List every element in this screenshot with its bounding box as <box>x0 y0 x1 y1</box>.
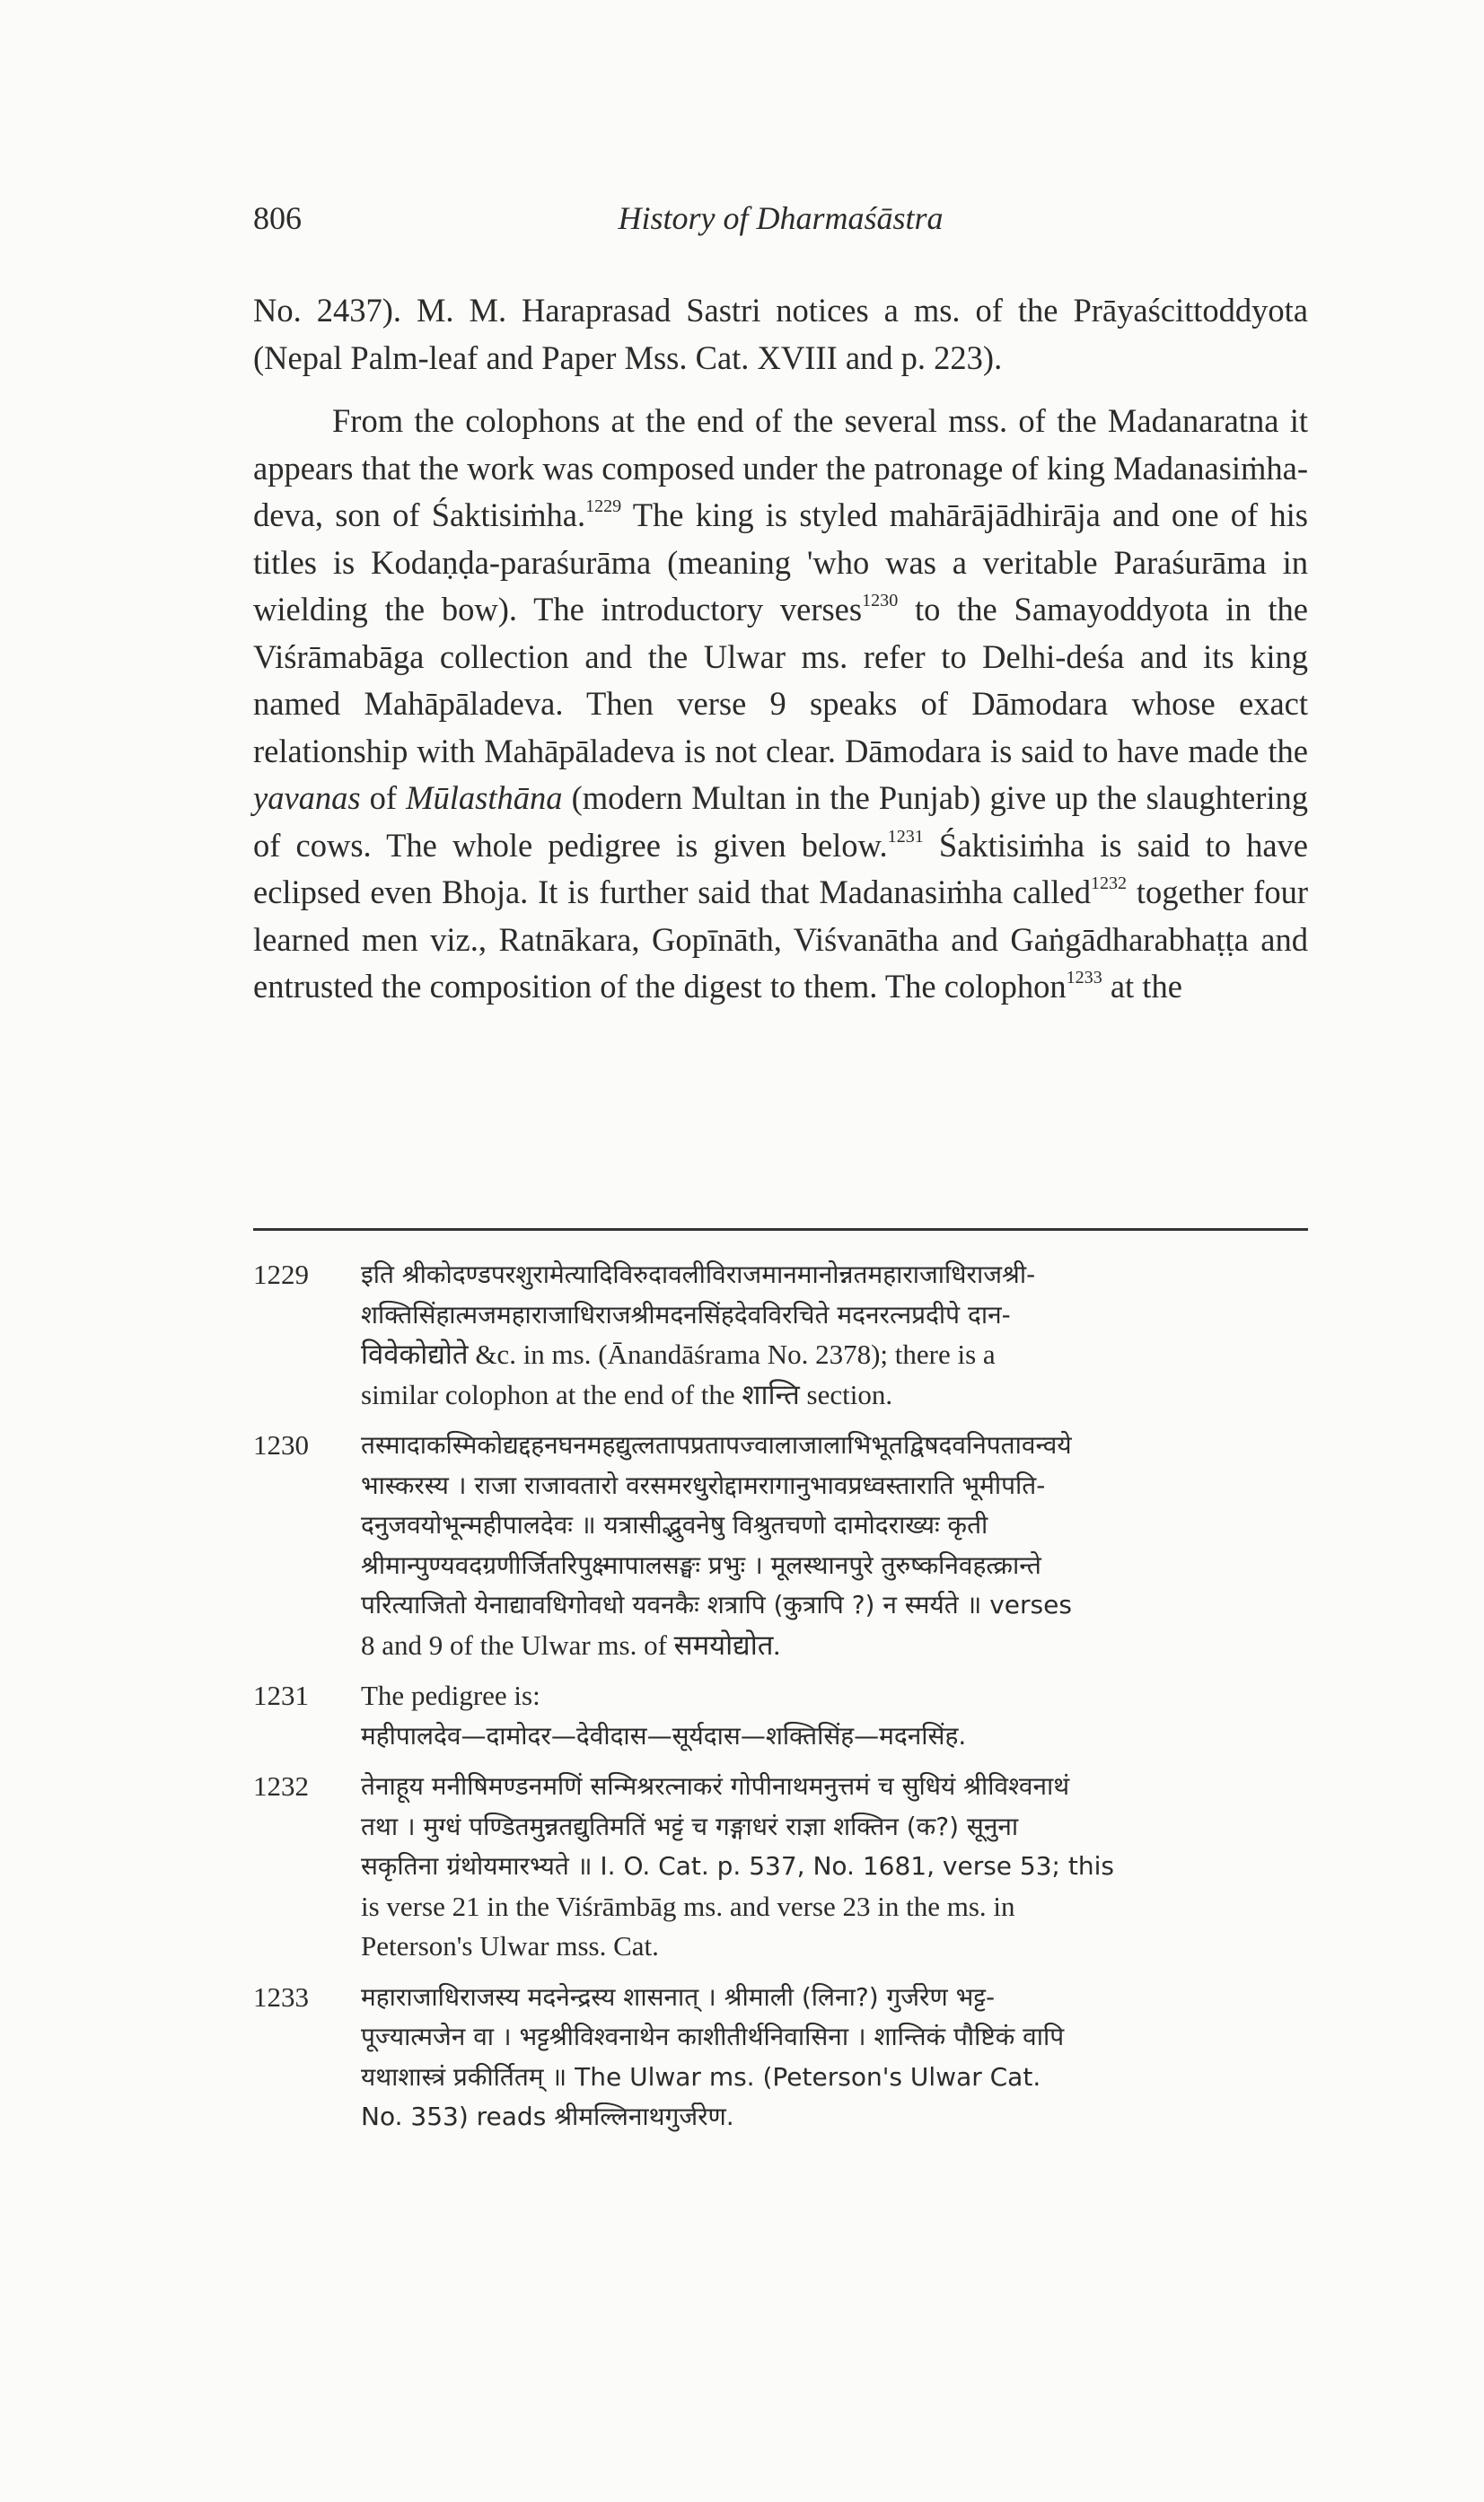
footnote-line: दनुजवयोभून्महीपालदेवः ॥ यत्रासीद्भुवनेषु विश्रुतचणो दामोदराख्यः कृती <box>361 1510 988 1540</box>
footnote-line: similar colophon at the end of the शान्ति section. <box>361 1378 893 1410</box>
footnote-text <box>361 1978 1308 2138</box>
italic-term: yavanas <box>253 779 361 816</box>
footnote-text <box>361 1767 1308 1967</box>
footnote-1231 <box>253 1676 1308 1756</box>
text-run: at the <box>1102 968 1182 1005</box>
footnote-line: 8 and 9 of the Ulwar ms. of समयोद्योत. <box>361 1628 781 1661</box>
footnotes <box>253 1255 1308 2148</box>
footnote-text <box>361 1426 1308 1665</box>
italic-term: Mūlasthāna <box>406 779 563 816</box>
footnote-1230 <box>253 1426 1308 1665</box>
footnote-number: 1233 <box>253 1980 309 2013</box>
text-run: to the Samayoddyota in the Viśrāmabāga collection and the Ulwar ms. refer to Delhi-deśa and its king named Mahāpāladeva. Then verse 9 speaks of Dāmodara whose exact relationship with Mahāpāladeva is not clear. Dāmodara is said to have made the <box>253 591 1308 769</box>
footnote-1229 <box>253 1255 1308 1415</box>
footnote-ref[interactable]: 1231 <box>887 826 924 847</box>
footnote-number: 1231 <box>253 1680 309 1711</box>
paragraph-2 <box>253 398 1308 1011</box>
footnote-line: तेनाहूय मनीषिमण्डनमणिं सन्मिश्ररत्नाकरं गोपीनाथमनुत्तमं च सुधियं श्रीविश्वनाथं <box>361 1771 1070 1801</box>
text-run: of <box>360 779 407 816</box>
page-header <box>253 199 1308 244</box>
text-run: (modern Multan in the Punjab) give up the slaughtering of cows. The whole pedigree is given below. <box>253 779 1308 864</box>
footnote-1233 <box>253 1978 1308 2138</box>
text-run: together four learned men viz., Ratnākara, Gopīnāth, Viśvanātha and Gaṅgādharabhaṭṭa and entrusted the composition of the digest to them. The colophon <box>253 874 1308 1005</box>
footnote-line: शक्तिसिंहात्मजमहाराजाधिराजश्रीमदनसिंहदेवविरचिते मदनरत्नप्रदीपे दान- <box>361 1299 1011 1330</box>
footnote-line: परित्याजितो येनाद्यावधिगोवधो यवनकैः शत्रापि (कुत्रापि ?) न स्मर्यते ॥ verses <box>361 1590 1072 1620</box>
footnote-line: The pedigree is: <box>361 1680 540 1711</box>
footnote-line: तथा । मुग्धं पण्डितमुन्नतद्युतिमतिं भट्टं च गङ्गाधरं राज्ञा शक्तिन (क?) सूनुना <box>361 1811 1019 1841</box>
footnote-line: श्रीमान्पुण्यवदग्रणीर्जितरिपुक्ष्मापालसङ्घः प्रभुः । मूलस्थानपुरे तुरुष्कनिवहत्क्रान्ते <box>361 1549 1041 1580</box>
footnote-1232 <box>253 1767 1308 1967</box>
text-run: From the colophons at the end of the several mss. of the Madanaratna it appears that the work was composed under the patronage of king Madanasiṁha-deva, son of Śaktisiṁha. <box>253 402 1308 533</box>
footnote-line: भास्करस्य । राजा राजावतारो वरसमरधुरोद्दामरागानुभावप्रध्वस्ताराति भूमीपति- <box>361 1470 1046 1500</box>
footnote-number: 1232 <box>253 1770 309 1802</box>
text-run: Śaktisiṁha is said to have eclipsed even Bhoja. It is further said that Madanasiṁha called <box>253 826 1308 910</box>
footnote-line: महाराजाधिराजस्य मदनेन्द्रस्य शासनात् । श्रीमाली (लिना?) गुर्जरेण भट्ट- <box>361 1981 996 2012</box>
footnote-ref[interactable]: 1230 <box>862 590 899 610</box>
footnote-line: No. 353) reads श्रीमल्लिनाथगुर्जरेण. <box>361 2102 734 2131</box>
footnote-line: विवेकोद्योते &c. in ms. (Ānandāśrama No. 2378); there is a <box>361 1339 996 1370</box>
footnote-text <box>361 1676 1308 1756</box>
footnote-line: इति श्रीकोदण्डपरशुरामेत्यादिविरुदावलीविराजमानमानोन्नतमहाराजाधिराजश्री- <box>361 1260 1036 1289</box>
page-number: 806 <box>253 200 302 236</box>
footnote-line: महीपालदेव—दामोदर—देवीदास—सूर्यदास—शक्तिसिंह—मदनसिंह. <box>361 1720 967 1751</box>
footnote-line: सकृतिना ग्रंथोयमारभ्यते ॥ I. O. Cat. p. 537, No. 1681, verse 53; this <box>361 1851 1114 1881</box>
text-run: The king is styled mahārājādhirāja and one of his titles is Kodaṇḍa-paraśurāma (meaning 'who was a veritable Paraśurāma in wielding the bow). The introductory verses <box>253 496 1308 628</box>
footnote-number: 1230 <box>253 1429 309 1461</box>
paragraph-1: No. 2437). M. M. Haraprasad Sastri notices a ms. of the Prāyaścittoddyota (Nepal Palm-leaf and Paper Mss. Cat. XVIII and p. 223). <box>253 292 1308 376</box>
footnote-line: यथाशास्त्रं प्रकीर्तितम् ॥ The Ulwar ms. (Peterson's Ulwar Cat. <box>361 2061 1041 2092</box>
footnote-text <box>361 1255 1308 1415</box>
footnote-ref[interactable]: 1233 <box>1066 967 1102 988</box>
footnote-ref[interactable]: 1232 <box>1090 873 1128 893</box>
footnote-number: 1229 <box>253 1259 309 1290</box>
footnote-divider <box>253 1228 1308 1231</box>
running-head: History of Dharmaśāstra <box>618 200 944 236</box>
footnote-line: is verse 21 in the Viśrāmbāg ms. and verse 23 in the ms. in <box>361 1890 1015 1922</box>
footnote-ref[interactable]: 1229 <box>585 496 622 516</box>
footnote-line: Peterson's Ulwar mss. Cat. <box>361 1930 659 1962</box>
footnote-line: तस्मादाकस्मिकोद्यद्दहनघनमहद्युत्लतापप्रतापज्वालाजालाभिभूतद्विषदवनिपतावन्वये <box>361 1430 1072 1460</box>
body-text <box>253 287 1308 1011</box>
footnote-line: पूज्यात्मजेन वा । भट्टश्रीविश्वनाथेन काशीतीर्थनिवासिना । शान्तिकं पौष्टिकं वापि <box>361 2022 1065 2051</box>
